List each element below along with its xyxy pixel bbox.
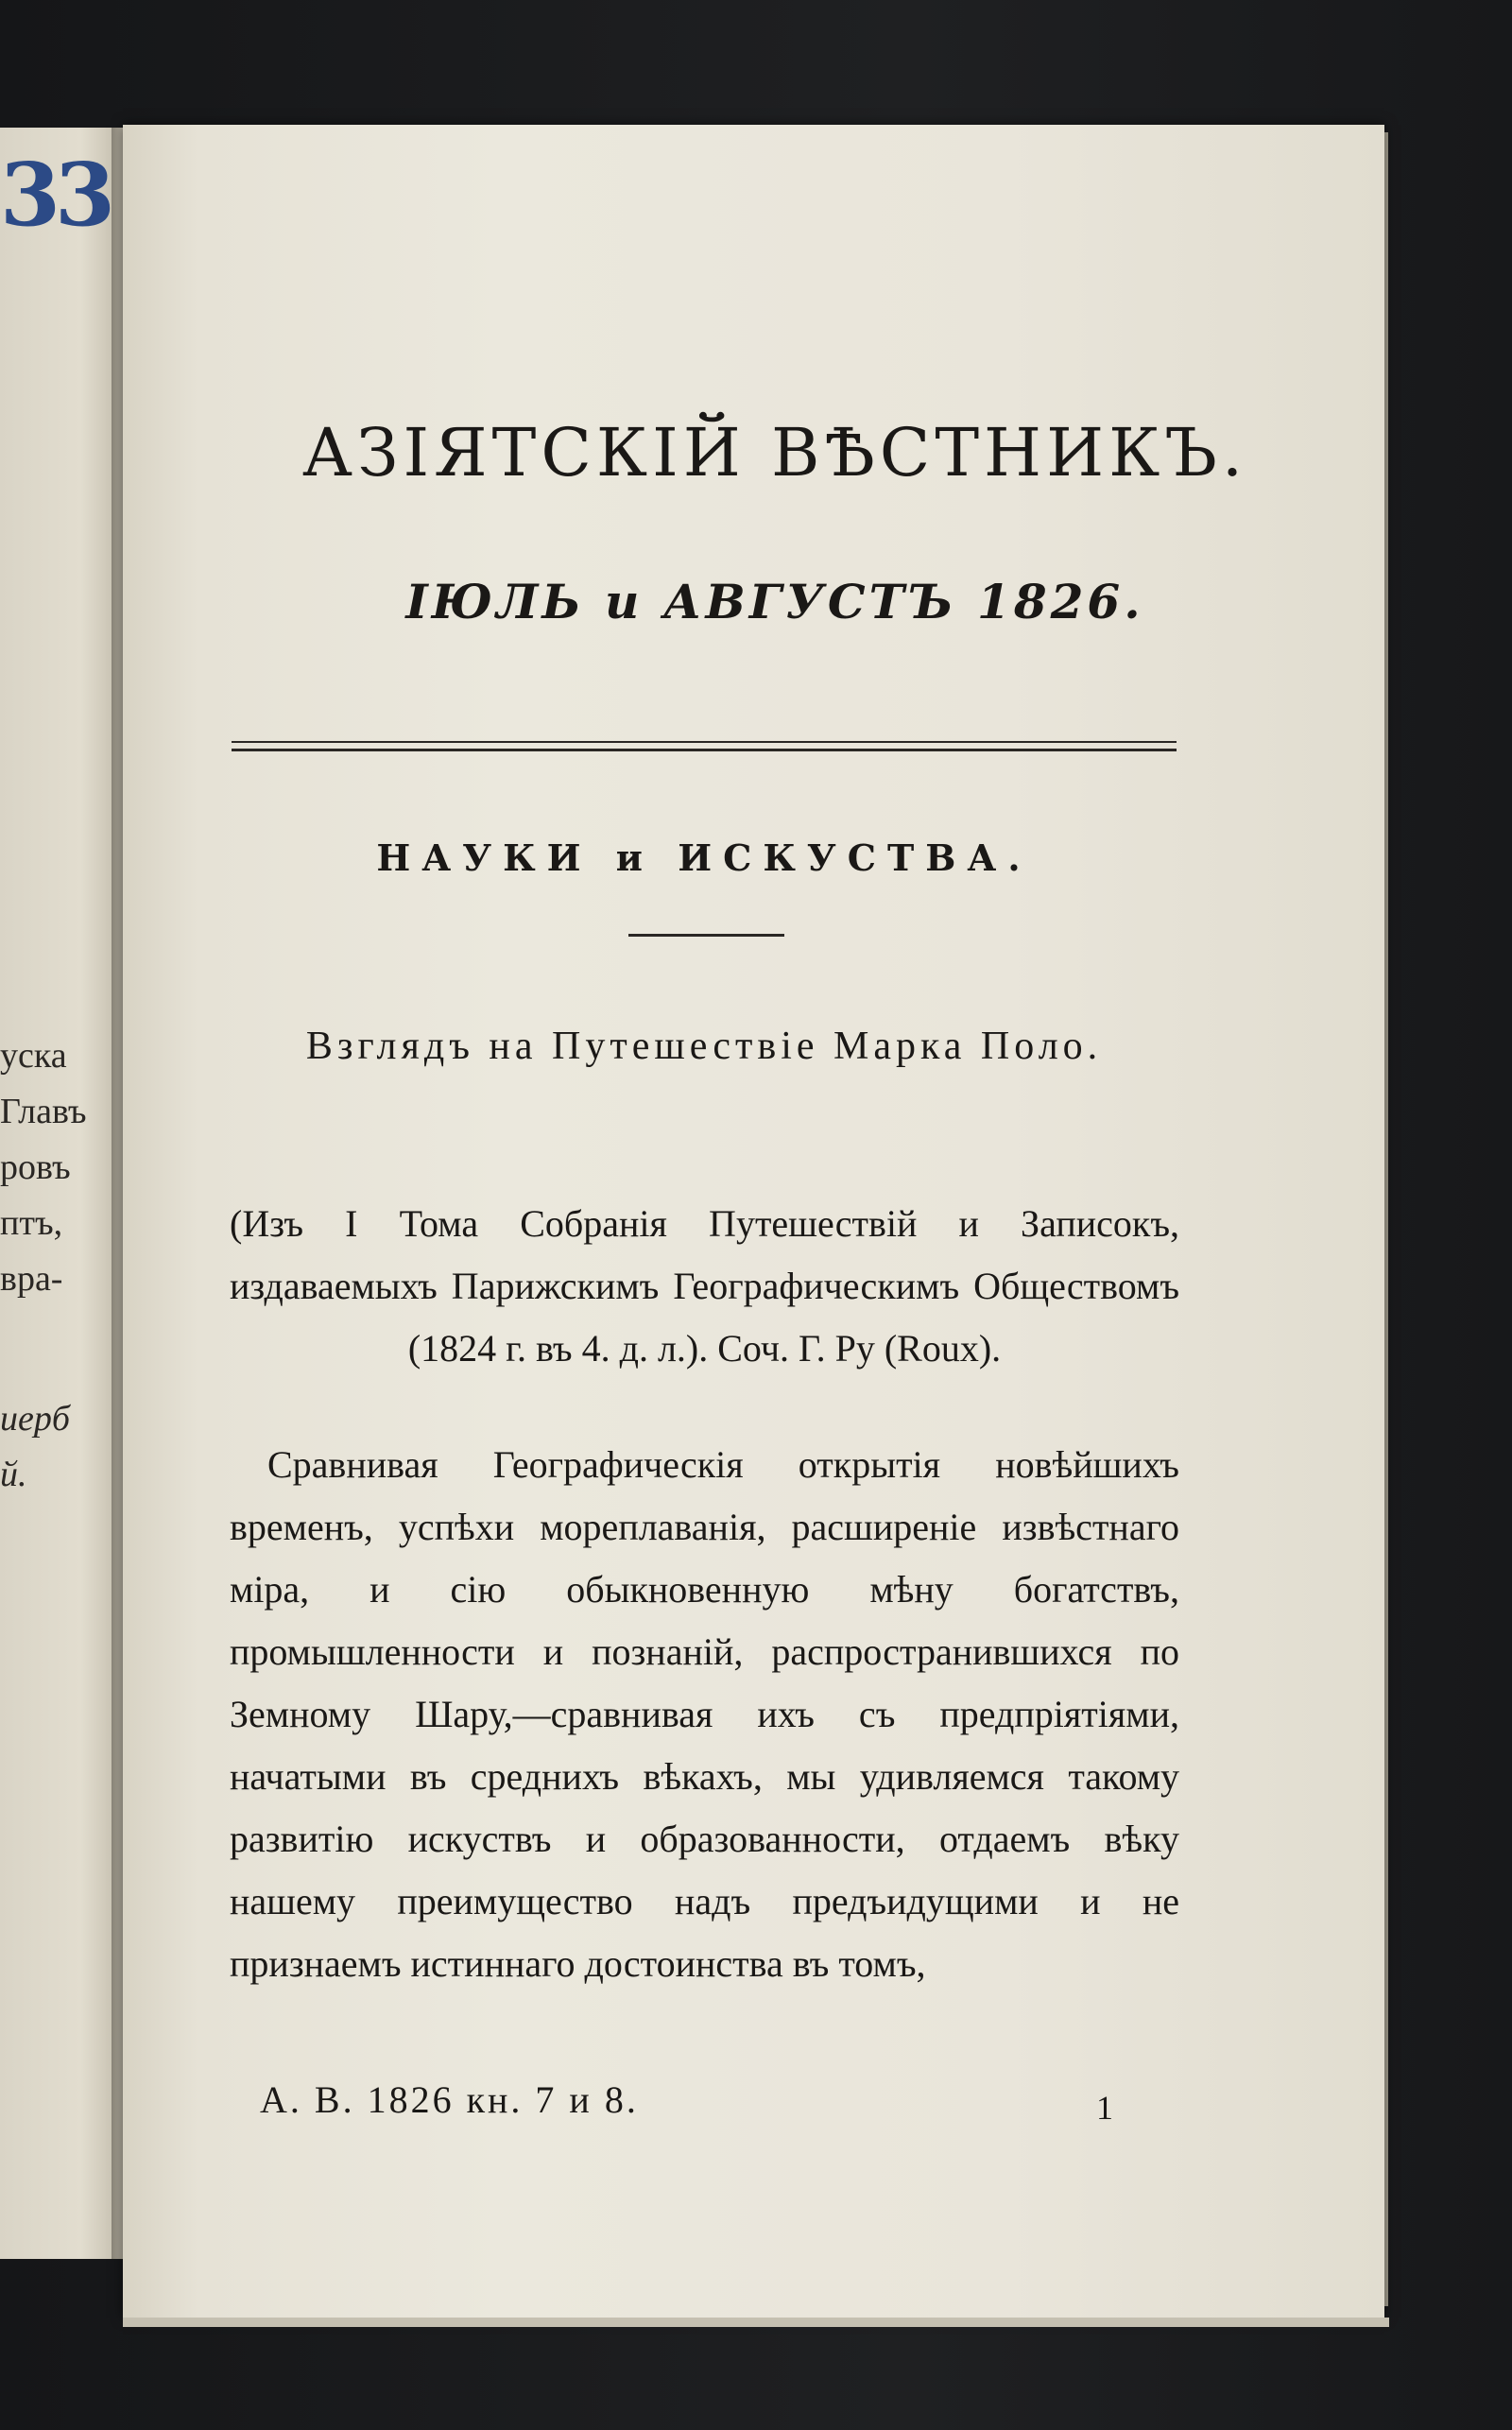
left-page-fragment xyxy=(0,128,117,2259)
issue-date: ІЮЛЬ и АВГУСТЪ 1826. xyxy=(405,574,1144,629)
signature-line: А. В. 1826 кн. 7 и 8. xyxy=(260,2078,639,2121)
page-bottom-edge xyxy=(123,2318,1389,2327)
left-text-fragment: птъ, xyxy=(0,1203,63,1243)
short-rule-divider xyxy=(628,934,784,937)
left-text-fragment: й. xyxy=(0,1455,27,1494)
journal-title: АЗІЯТСКІЙ ВѢСТНИКЪ. xyxy=(301,414,1248,491)
left-text-fragment: иерб xyxy=(0,1399,70,1439)
left-text-fragment: уска xyxy=(0,1036,67,1076)
page-number: 1 xyxy=(1096,2089,1113,2127)
body-paragraph: Сравнивая Географическія открытія новѣйшихъ временъ, успѣхи мореплаванія, расширеніе извѣстнаго міра, и сію обыкновенную мѣну богатствъ, промышленности и познаній, распространившихся по Земному Шару,—сравнивая ихъ съ предпріятіями, начатыми въ среднихъ вѣкахъ, мы удивляемся такому развитію искуствъ и образованности, отдаемъ вѣку нашему преимущество надъ предъидущими и не признаемъ истиннаго достоинства въ томъ, xyxy=(230,1443,1179,1985)
section-heading: НАУКИ и ИСКУСТВА. xyxy=(376,836,1032,879)
library-stamp: 33 xyxy=(0,144,111,246)
left-text-fragment: Главъ xyxy=(0,1092,87,1131)
left-text-fragment: ровъ xyxy=(0,1147,71,1187)
source-note: (Изъ I Тома Собранія Путешествій и Записокъ, издаваемыхъ Парижскимъ Географическимъ Обществомъ (1824 г. въ 4. д. л.). Соч. Г. Ру (Roux). xyxy=(230,1202,1179,1370)
article-title: Взглядъ на Путешествіе Марка Поло. xyxy=(305,1025,1103,1068)
left-text-fragment: вра- xyxy=(0,1259,63,1299)
double-rule-divider xyxy=(232,741,1177,751)
document-page xyxy=(123,125,1384,2318)
